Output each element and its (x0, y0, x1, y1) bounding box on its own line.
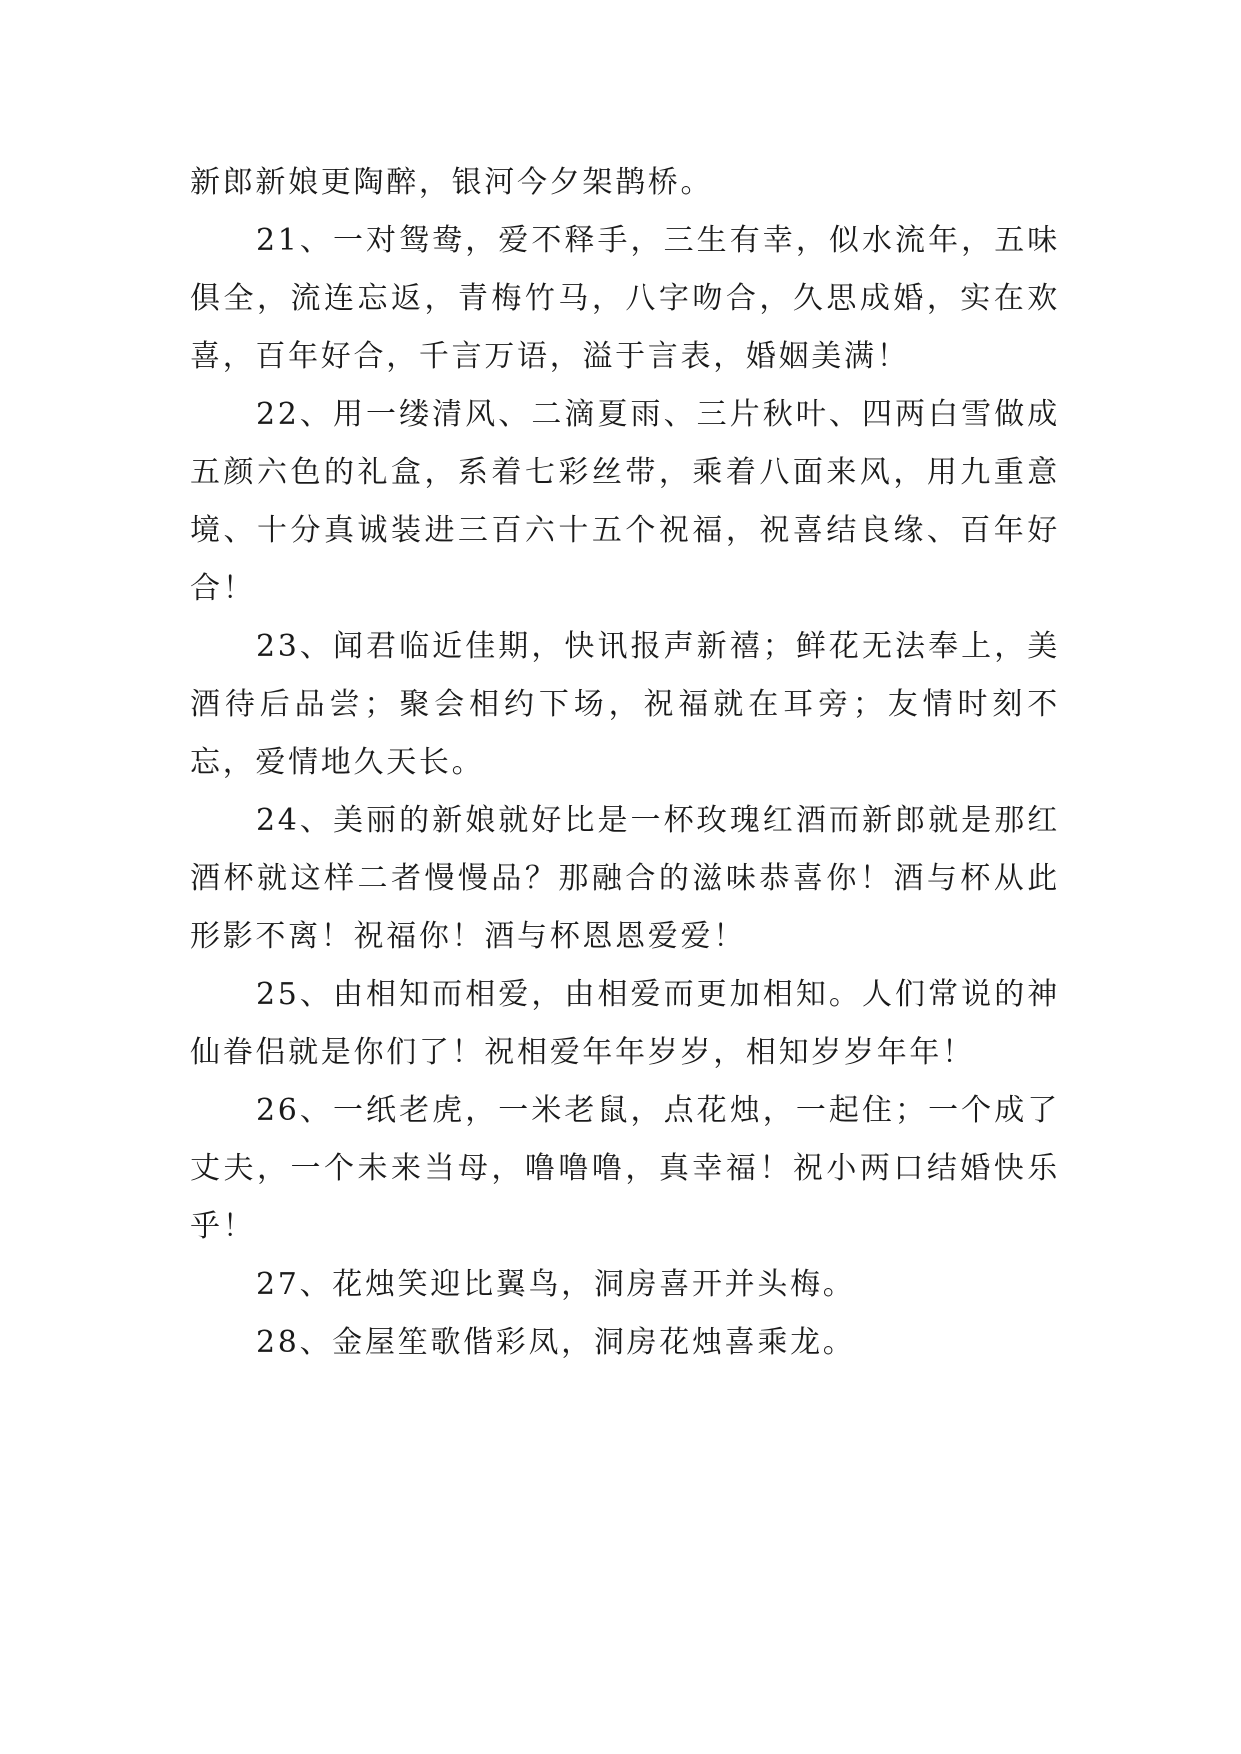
paragraph-continuation: 新郎新娘更陶醉，银河今夕架鹊桥。 (190, 165, 714, 200)
paragraph-25: 25、由相知而相爱，由相爱而更加相知。人们常说的神仙眷侣就是你们了！祝相爱年年岁岁，相知岁岁年年！ (190, 977, 1060, 1070)
paragraph-21: 21、一对鸳鸯，爱不释手，三生有幸，似水流年，五味俱全，流连忘返，青梅竹马，八字吻合，久思成婚，实在欢喜，百年好合，千言万语，溢于言表，婚姻美满！ (190, 223, 1060, 374)
paragraph-22: 22、用一缕清风、二滴夏雨、三片秋叶、四两白雪做成五颜六色的礼盒，系着七彩丝带，乘着八面来风，用九重意境、十分真诚装进三百六十五个祝福，祝喜结良缘、百年好合！ (190, 397, 1060, 606)
paragraph-26: 26、一纸老虎，一米老鼠，点花烛，一起住；一个成了丈夫，一个未来当母，噜噜噜，真幸福！祝小两口结婚快乐乎！ (190, 1093, 1060, 1244)
paragraph-28: 28、金屋笙歌偕彩凤，洞房花烛喜乘龙。 (256, 1325, 856, 1360)
paragraph-24: 24、美丽的新娘就好比是一杯玫瑰红酒而新郎就是那红酒杯就这样二者慢慢品？那融合的滋味恭喜你！酒与杯从此形影不离！祝福你！酒与杯恩恩爱爱！ (190, 803, 1060, 954)
paragraph-23: 23、闻君临近佳期，快讯报声新禧；鲜花无法奉上，美酒待后品尝；聚会相约下场，祝福就在耳旁；友情时刻不忘，爱情地久天长。 (190, 629, 1060, 780)
document-page (190, 154, 1060, 1372)
paragraph-27: 27、花烛笑迎比翼鸟，洞房喜开并头梅。 (256, 1267, 856, 1302)
